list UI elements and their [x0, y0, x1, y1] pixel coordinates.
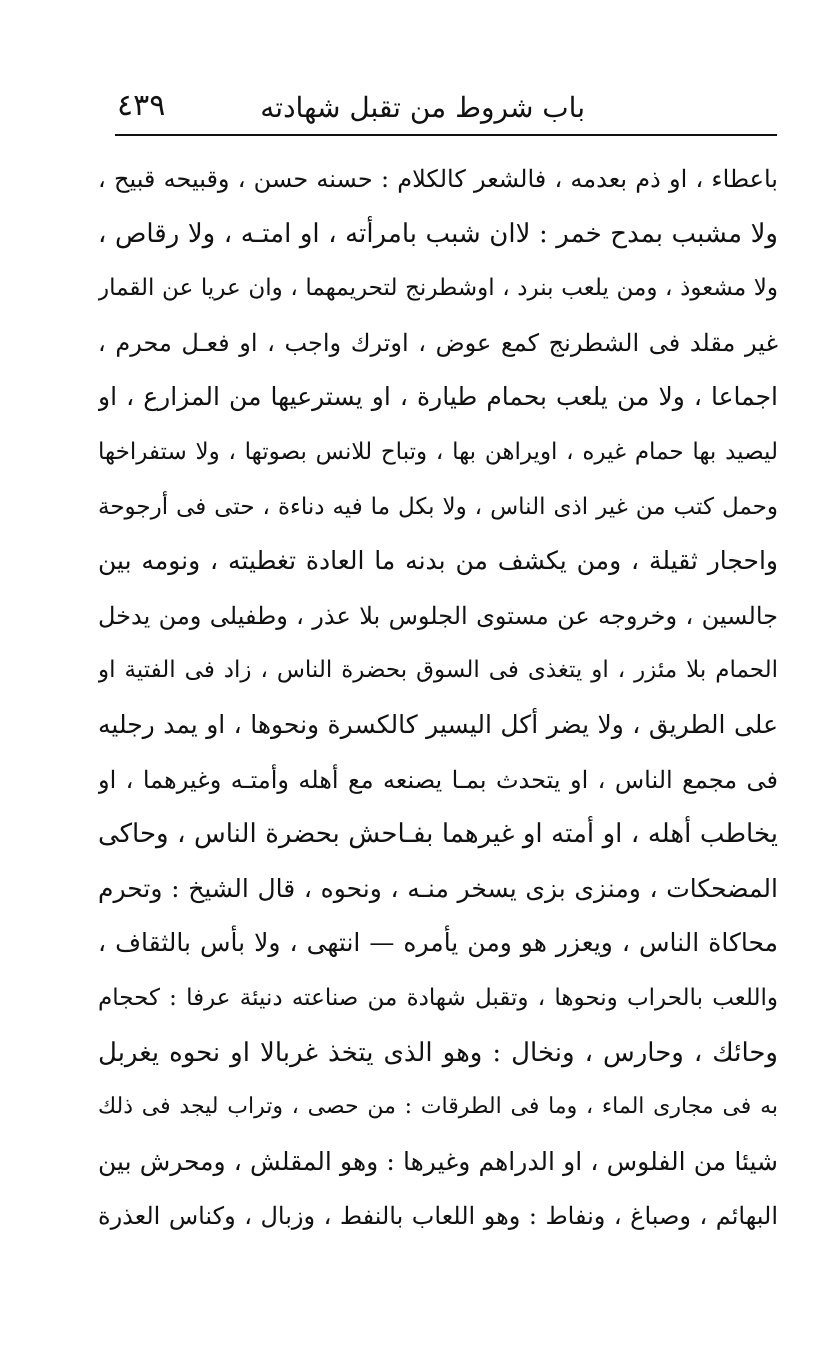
page-number: ٤٣٩: [117, 88, 166, 123]
text-line: غير مقلد فى الشطرنج كمع عوض ، اوترك واجب ، او فعـل محرم ،: [98, 328, 778, 357]
text-line: وحمل كتب من غير اذى الناس ، ولا بكل ما فيه دناءة ، حتى فى أرجوحة: [98, 493, 778, 520]
text-line: ولا مشعوذ ، ومن يلعب بنرد ، اوشطرنج لتحريمهما ، وان عريا عن القمار: [98, 275, 778, 302]
text-line: محاكاة الناس ، ويعزر هو ومن يأمره — انتهى ، ولا بأس بالثقاف ،: [98, 928, 778, 958]
text-line: ليصيد بها حمام غيره ، اويراهن بها ، وتباح للانس بصوتها ، ولا ستفراخها: [98, 438, 778, 465]
text-line: اجماعا ، ولا من يلعب بحمام طيارة ، او يسترعيها من المزارع ، او: [98, 382, 778, 412]
text-line: به فى مجارى الماء ، وما فى الطرقات : من حصى ، وتراب ليجد فى ذلك: [98, 1094, 778, 1120]
page-header: [115, 86, 775, 132]
text-line: باعطاء ، او ذم بعدمه ، فالشعر كالكلام : حسنه حسن ، وقبيحه قبيح ،: [98, 165, 778, 193]
text-line: فى مجمع الناس ، او يتحدث بمـا يصنعه مع أهله وأمتـه وغيرهما ، او: [98, 765, 778, 794]
header-rule: [115, 134, 777, 136]
body-text: [98, 152, 778, 1244]
text-line: على الطريق ، ولا يضر أكل اليسير كالكسرة ونحوها ، او يمد رجليه: [98, 709, 778, 739]
text-line: البهائم ، وصباغ ، ونفاط : وهو اللعاب بالنفط ، وزبال ، وكناس العذرة: [98, 1202, 778, 1231]
text-line: وحائك ، وحارس ، ونخال : وهو الذى يتخذ غربالا او نحوه يغربل: [98, 1037, 778, 1068]
text-line: الحمام بلا مئزر ، او يتغذى فى السوق بحضرة الناس ، زاد فى الفتية او: [98, 657, 778, 684]
text-line: واللعب بالحراب ونحوها ، وتقبل شهادة من صناعته دنيئة عرفا : كحجام: [98, 984, 778, 1011]
text-line: يخاطب أهله ، او أمته او غيرهما بفـاحش بحضرة الناس ، وحاكى: [98, 819, 778, 850]
text-line: ولا مشبب بمدح خمر : لاان شبب بامرأته ، او امتـه ، ولا رقاص ،: [98, 218, 778, 249]
text-line: جالسين ، وخروجه عن مستوى الجلوس بلا عذر ، وطفيلى ومن يدخل: [98, 601, 778, 630]
text-line: المضحكات ، ومنزى بزى يسخر منـه ، ونحوه ، قال الشيخ : وتحرم: [98, 873, 778, 903]
text-line: واحجار ثقيلة ، ومن يكشف من بدنه ما العادة تغطيته ، ونومه بين: [98, 546, 778, 576]
text-line: شيئا من الفلوس ، او الدراهم وغيرها : وهو المقلش ، ومحرش بين: [98, 1146, 778, 1176]
running-title: باب شروط من تقبل شهادته: [260, 91, 585, 124]
